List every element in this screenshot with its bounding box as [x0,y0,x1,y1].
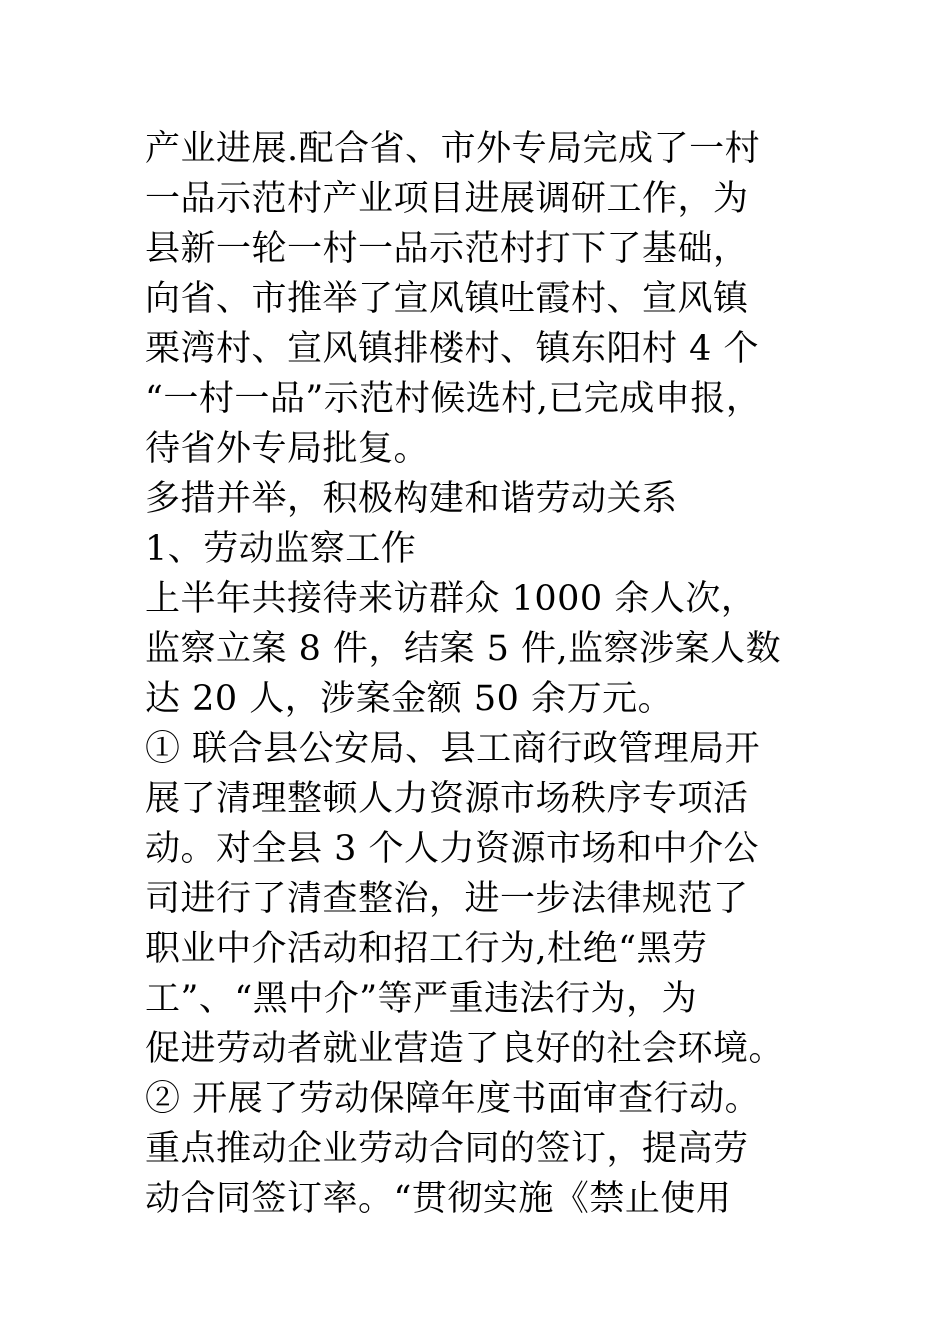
text-line: 工”、“黑中介”等严重违法行为，为 [145,979,698,1019]
text-line: 动合同签订率。“贯彻实施《禁止使用 [145,1179,732,1219]
text-line: 县新一轮一村一品示范村打下了基础， [145,229,749,269]
text-line: 促进劳动者就业营造了良好的社会环境。 [145,1029,785,1069]
text-line: 重点推动企业劳动合同的签订，提高劳 [145,1129,749,1169]
text-line: 产业进展.配合省、市外专局完成了一村 [145,129,761,169]
text-line: 监察立案 8 件，结案 5 件,监察涉案人数 [145,629,782,669]
text-line: 达 20 人，涉案金额 50 余万元。 [145,679,674,719]
text-line: 司进行了清查整治，进一步法律规范了 [145,879,749,919]
document-body [145,124,845,1224]
text-line: 动。对全县 3 个人力资源市场和中介公 [145,829,760,869]
text-line: 职业中介活动和招工行为,杜绝“黑劳 [145,929,708,969]
text-line: 一品示范村产业项目进展调研工作，为 [145,179,749,219]
text-line: 待省外专局批复。 [145,429,430,469]
subsection-heading: 1、劳动监察工作 [145,529,417,569]
list-item-1-line: ① 联合县公安局、县工商行政管理局开 [145,729,761,769]
text-line: “一村一品”示范村候选村,已完成申报， [145,379,762,419]
text-line: 向省、市推举了宣风镇吐霞村、宣风镇 [145,279,749,319]
list-item-2-line: ② 开展了劳动保障年度书面审查行动。 [145,1079,761,1119]
text-line: 展了清理整顿人力资源市场秩序专项活 [145,779,749,819]
section-heading: 多措并举，积极构建和谐劳动关系 [145,479,678,519]
text-line: 栗湾村、宣风镇排楼村、镇东阳村 4 个 [145,329,760,369]
text-line: 上半年共接待来访群众 1000 余人次， [145,579,757,619]
